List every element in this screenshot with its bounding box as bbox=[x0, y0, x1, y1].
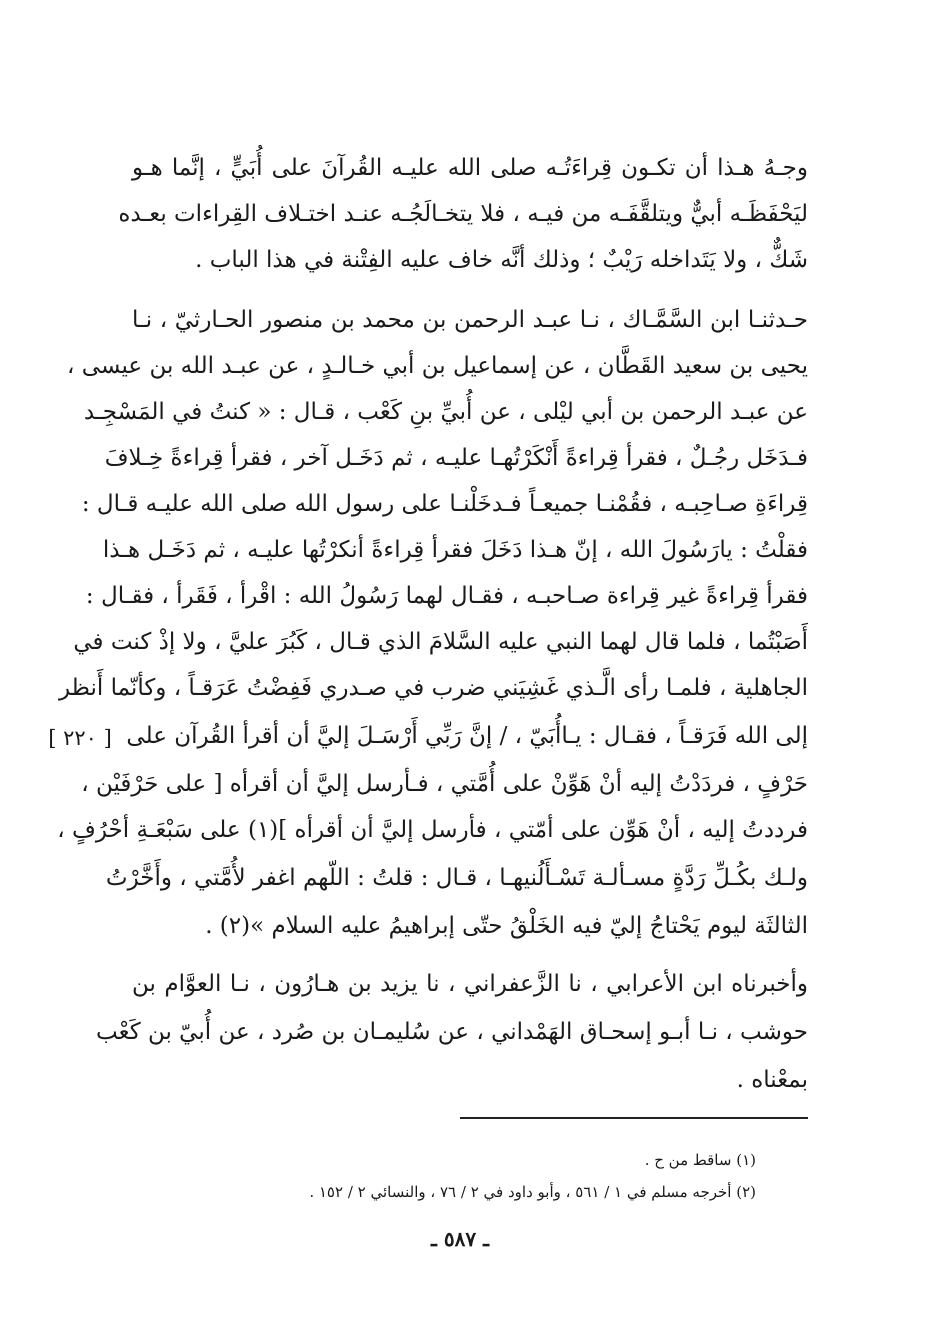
paragraph-2-line-2: يحيى بن سعيد القَطَّان ، عن إسماعيل بن أبي خـالـدٍ ، عن عبـد الله بن عيسى ، bbox=[67, 353, 808, 379]
paragraph-2-line-5: قِراءَةِ صـاحِبـه ، فقُمْنـا جميعـاً فـدخَلْنـا على رسول الله صلى الله عليـه قـال : bbox=[81, 491, 808, 517]
margin-page-reference: [ ٢٢٠ ] bbox=[48, 726, 112, 750]
paragraph-2-line-6: فقلْتُ : يارَسُولَ الله ، إنّ هـذا دَخَلَ فقرأ قِراءةً أنكرْتُها عليـه ، ثم دَخَـل هـذا bbox=[102, 537, 808, 563]
footnote-1: (١) ساقط من ح . bbox=[644, 1151, 756, 1169]
paragraph-2-line-9: الجاهلية ، فلمـا رأى الَّـذي غَشِيَني ضرب في صـدري فَفِضْتُ عَرَقـاً ، وكأنّما أَنظر bbox=[58, 675, 808, 701]
paragraph-2-line-3: عن عبـد الرحمن بن أبي ليْلى ، عن أُبيِّ بنِ كَعْب ، قـال : « كنتُ في المَسْجِـد bbox=[83, 399, 808, 425]
paragraph-1-line-2: ليَحْفَظَـه أبيٌّ ويتلقَّفَـه من فيـه ، فلا يتخـالَجُـه عنـد اختـلاف القِراءات بعـده bbox=[118, 201, 808, 227]
paragraph-2-line-1: حـدثنـا ابن السَّمَّـاك ، نـا عبـد الرحمن بن محمد بن منصور الحـارثيّ ، نـا bbox=[132, 307, 808, 333]
paragraph-3-line-1: وأخبرناه ابن الأعرابي ، نا الزَّعفراني ، نا يزيد بن هـارُون ، نـا العوَّام بن bbox=[132, 971, 808, 997]
paragraph-1-line-1: وجـهُ هـذا أن تكـون قِراءَتُـه صلى الله عليـه القُرآنَ على أُبَيٍّ ، إنَّما هـو bbox=[132, 155, 808, 181]
paragraph-2-line-8: أَصَبْتُما ، فلما قال لهما النبي عليه السَّلامَ الذي قـال ، كَبُرَ عليَّ ، ولا إذْ كنت في bbox=[73, 629, 808, 655]
paragraph-2-line-11: حَرْفٍ ، فردَدْتُ إليه أنْ هَوِّنْ على أُمَّتي ، فـأرسل إليَّ أن أقرأه [ على حَرْفَيْن ، bbox=[81, 771, 808, 797]
paragraph-2-line-7: فقرأ قِراءةً غير قِراءة صـاحبـه ، فقـال لهما رَسُولُ الله : اقْرأ ، فَقَرأ ، فقـال : bbox=[85, 583, 808, 609]
paragraph-2-line-13: ولـك بكُـلِّ رَدَّةٍ مسـألـة تَسْـأَلُنيهـا ، قـال : قلتُ : اللّهم اغفر لأُمَّتي ، وأَخَّرْتُ bbox=[105, 865, 808, 891]
paragraph-2-line-10: إلى الله فَرَقـاً ، فقـال : يـاأُبَيّ ، / إنَّ رَبِّي أَرْسَـلَ إليَّ أن أقرأ القُرآن على bbox=[126, 723, 808, 749]
paragraph-3-line-3: بمعْناه . bbox=[736, 1067, 808, 1093]
page-number: ـ ٥٨٧ ـ bbox=[431, 1227, 489, 1251]
footnote-2: (٢) أخرجه مسلم في ١ / ٥٦١ ، وأبو داود في ٢ / ٧٦ ، والنسائي ٢ / ١٥٢ . bbox=[309, 1183, 756, 1201]
footnote-separator bbox=[460, 1117, 808, 1119]
paragraph-2-line-4: فـدَخَل رجُـلٌ ، فقرأ قِراءةً أَنْكَرْتُهـا عليـه ، ثم دَخَـل آخر ، فقرأ قِراءةً خِـلافَ bbox=[104, 445, 808, 471]
paragraph-3-line-2: حوشب ، نـا أبـو إسحـاق الهَمْداني ، عن سُليمـان بن صُرد ، عن أُبيّ بن كَعْب bbox=[96, 1019, 808, 1045]
paragraph-2-line-14: الثالثَة ليوم يَحْتاجُ إليّ فيه الخَلْقُ حتّى إبراهيمُ عليه السلام »(٢) . bbox=[205, 913, 808, 939]
paragraph-1-line-3: شَكٌّ ، ولا يَتَداخله رَيْبٌ ؛ وذلك أنَّه خاف عليه الفِتْنة في هذا الباب . bbox=[195, 247, 808, 273]
paragraph-2-line-12: فرددتُ إليه ، أنْ هَوِّن على أمّتي ، فأرسل إليَّ أن أقرأه ](١) على سَبْعَـةِ أحْرُفٍ ، bbox=[57, 817, 808, 843]
